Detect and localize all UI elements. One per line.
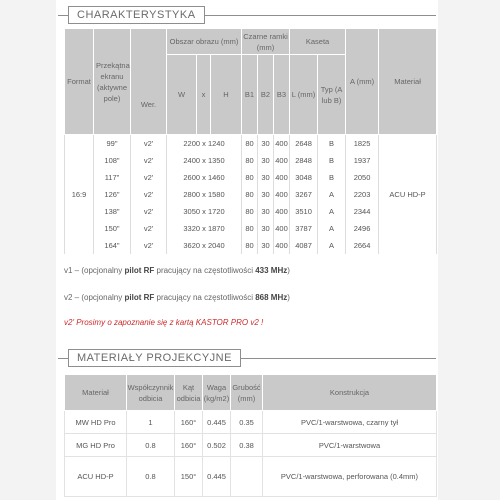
typ-cell: A bbox=[318, 203, 346, 220]
col-format: Format bbox=[65, 29, 94, 135]
construction-cell: PVC/1-warstwowa, czarny tył bbox=[263, 411, 437, 434]
l-cell: 3787 bbox=[290, 220, 318, 237]
l-cell: 3267 bbox=[290, 186, 318, 203]
material-cell: MG HD Pro bbox=[65, 434, 127, 457]
version-cell: v2' bbox=[131, 237, 167, 254]
b3-cell: 400 bbox=[274, 237, 290, 254]
note-text: ) bbox=[287, 266, 290, 275]
weight-cell: 0.502 bbox=[203, 434, 231, 457]
wxh-cell: 3050 x 1720 bbox=[167, 203, 242, 220]
col-h: H bbox=[211, 55, 242, 135]
l-cell: 2848 bbox=[290, 152, 318, 169]
col-cassette: Kaseta bbox=[290, 29, 346, 55]
l-cell: 3048 bbox=[290, 169, 318, 186]
col-reflection-coef: Współczynnik odbicia bbox=[127, 375, 175, 411]
wxh-cell: 2400 x 1350 bbox=[167, 152, 242, 169]
a-cell: 1937 bbox=[346, 152, 379, 169]
note-text: pracujący na częstotliwości bbox=[154, 266, 256, 275]
col-b1: B1 bbox=[242, 55, 258, 135]
typ-cell: B bbox=[318, 135, 346, 153]
table-row bbox=[65, 434, 437, 457]
col-weight: Waga (kg/m2) bbox=[203, 375, 231, 411]
l-cell: 4087 bbox=[290, 237, 318, 254]
typ-cell: A bbox=[318, 186, 346, 203]
col-material: Materiał bbox=[379, 29, 437, 135]
note-text: v1 – (opcjonalny bbox=[64, 266, 125, 275]
col-w: W bbox=[167, 55, 197, 135]
size-cell: 150" bbox=[94, 220, 131, 237]
typ-cell: A bbox=[318, 237, 346, 254]
b1-cell: 80 bbox=[242, 135, 258, 153]
col-version: Wer. bbox=[131, 29, 167, 135]
col-material: Materiał bbox=[65, 375, 127, 411]
thickness-cell bbox=[231, 457, 263, 497]
col-screen-size: Przekątna ekranu (aktywne pole) bbox=[94, 29, 131, 135]
note-v2 bbox=[64, 293, 290, 302]
wxh-cell: 2600 x 1460 bbox=[167, 169, 242, 186]
typ-cell: B bbox=[318, 169, 346, 186]
coef-cell: 0.8 bbox=[127, 457, 175, 497]
b2-cell: 30 bbox=[258, 152, 274, 169]
coef-cell: 0.8 bbox=[127, 434, 175, 457]
col-angle: Kąt odbicia bbox=[175, 375, 203, 411]
size-cell: 138" bbox=[94, 203, 131, 220]
note-text: pracujący na częstotliwości bbox=[154, 293, 256, 302]
spec-page bbox=[56, 0, 438, 500]
note-text: v2 – (opcjonalny bbox=[64, 293, 125, 302]
note-frequency: 433 MHz bbox=[255, 266, 288, 275]
table-row bbox=[65, 135, 437, 153]
b1-cell: 80 bbox=[242, 237, 258, 254]
col-image-area: Obszar obrazu (mm) bbox=[167, 29, 242, 55]
typ-cell: A bbox=[318, 220, 346, 237]
a-cell: 2203 bbox=[346, 186, 379, 203]
thickness-cell: 0.38 bbox=[231, 434, 263, 457]
note-v2-warning: v2' Prosimy o zapoznanie się z kartą KASTOR PRO v2 ! bbox=[64, 318, 264, 327]
format-cell: 16:9 bbox=[65, 135, 94, 255]
version-cell: v2' bbox=[131, 203, 167, 220]
version-cell: v2' bbox=[131, 220, 167, 237]
section-header-materials bbox=[56, 344, 438, 370]
weight-cell: 0.445 bbox=[203, 411, 231, 434]
col-x: x bbox=[197, 55, 211, 135]
materials-table bbox=[64, 374, 437, 497]
b2-cell: 30 bbox=[258, 203, 274, 220]
wxh-cell: 3620 x 2040 bbox=[167, 237, 242, 254]
b2-cell: 30 bbox=[258, 169, 274, 186]
a-cell: 2664 bbox=[346, 237, 379, 254]
wxh-cell: 3320 x 1870 bbox=[167, 220, 242, 237]
wxh-cell: 2200 x 1240 bbox=[167, 135, 242, 153]
version-cell: v2' bbox=[131, 152, 167, 169]
b3-cell: 400 bbox=[274, 169, 290, 186]
note-bold: pilot RF bbox=[124, 266, 155, 275]
b3-cell: 400 bbox=[274, 203, 290, 220]
a-cell: 2344 bbox=[346, 203, 379, 220]
size-cell: 126" bbox=[94, 186, 131, 203]
table-row bbox=[65, 457, 437, 497]
col-black-frames: Czarne ramki (mm) bbox=[242, 29, 290, 55]
size-cell: 108" bbox=[94, 152, 131, 169]
b2-cell: 30 bbox=[258, 186, 274, 203]
wxh-cell: 2800 x 1580 bbox=[167, 186, 242, 203]
coef-cell: 1 bbox=[127, 411, 175, 434]
note-frequency: 868 MHz bbox=[255, 293, 288, 302]
b3-cell: 400 bbox=[274, 152, 290, 169]
b1-cell: 80 bbox=[242, 186, 258, 203]
thickness-cell: 0.35 bbox=[231, 411, 263, 434]
a-cell: 1825 bbox=[346, 135, 379, 153]
l-cell: 3510 bbox=[290, 203, 318, 220]
note-bold: pilot RF bbox=[124, 293, 155, 302]
b1-cell: 80 bbox=[242, 169, 258, 186]
b2-cell: 30 bbox=[258, 135, 274, 153]
material-cell: MW HD Pro bbox=[65, 411, 127, 434]
weight-cell: 0.445 bbox=[203, 457, 231, 497]
note-text: ) bbox=[287, 293, 290, 302]
a-cell: 2496 bbox=[346, 220, 379, 237]
construction-cell: PVC/1-warstwowa bbox=[263, 434, 437, 457]
col-b3: B3 bbox=[274, 55, 290, 135]
angle-cell: 160° bbox=[175, 434, 203, 457]
b3-cell: 400 bbox=[274, 220, 290, 237]
b3-cell: 400 bbox=[274, 135, 290, 153]
material-cell: ACU HD-P bbox=[65, 457, 127, 497]
angle-cell: 160° bbox=[175, 411, 203, 434]
angle-cell: 150° bbox=[175, 457, 203, 497]
b2-cell: 30 bbox=[258, 220, 274, 237]
typ-cell: B bbox=[318, 152, 346, 169]
size-cell: 164" bbox=[94, 237, 131, 254]
col-construction: Konstrukcja bbox=[263, 375, 437, 411]
col-b2: B2 bbox=[258, 55, 274, 135]
l-cell: 2648 bbox=[290, 135, 318, 153]
size-cell: 117" bbox=[94, 169, 131, 186]
b1-cell: 80 bbox=[242, 220, 258, 237]
section-title: CHARAKTERYSTYKA bbox=[68, 6, 205, 24]
version-cell: v2' bbox=[131, 135, 167, 153]
material-cell: ACU HD-P bbox=[379, 135, 437, 255]
note-v1 bbox=[64, 266, 290, 275]
version-cell: v2' bbox=[131, 186, 167, 203]
b1-cell: 80 bbox=[242, 152, 258, 169]
col-a: A (mm) bbox=[346, 29, 379, 135]
version-cell: v2' bbox=[131, 169, 167, 186]
characteristics-table bbox=[64, 28, 437, 254]
a-cell: 2050 bbox=[346, 169, 379, 186]
section-title: MATERIAŁY PROJEKCYJNE bbox=[68, 349, 241, 367]
b3-cell: 400 bbox=[274, 186, 290, 203]
section-header-characteristics bbox=[56, 1, 438, 27]
table-row bbox=[65, 411, 437, 434]
col-l: L (mm) bbox=[290, 55, 318, 135]
b1-cell: 80 bbox=[242, 203, 258, 220]
b2-cell: 30 bbox=[258, 237, 274, 254]
size-cell: 99" bbox=[94, 135, 131, 153]
construction-cell: PVC/1-warstwowa, perforowana (0.4mm) bbox=[263, 457, 437, 497]
col-thickness: Grubość (mm) bbox=[231, 375, 263, 411]
col-typ: Typ (A lub B) bbox=[318, 55, 346, 135]
